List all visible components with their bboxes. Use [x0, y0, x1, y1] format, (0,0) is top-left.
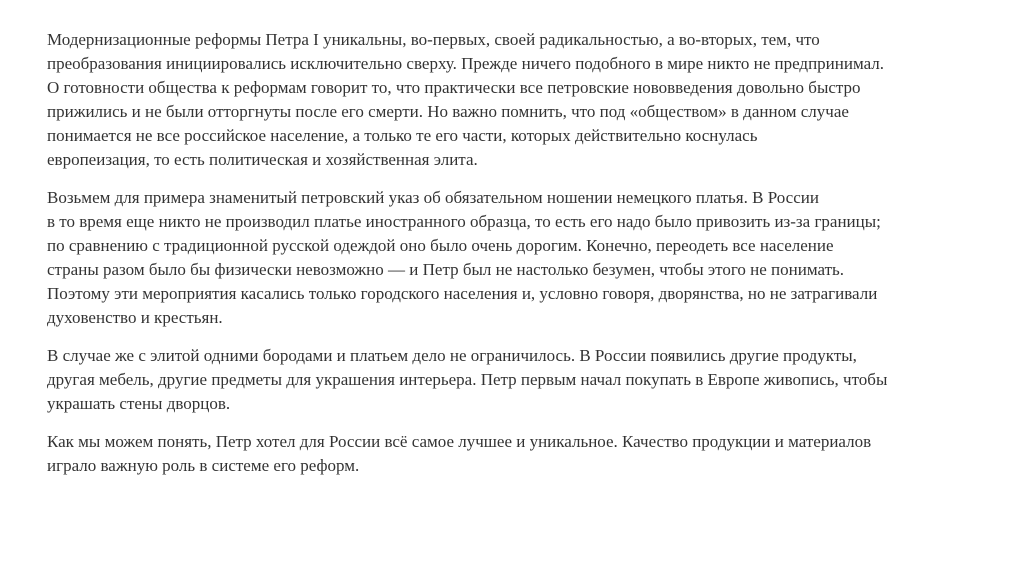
document-text [47, 28, 1007, 492]
paragraph-line: играло важную роль в системе его реформ. [47, 456, 360, 475]
paragraph-line: по сравнению с традиционной русской одеждой оно было очень дорогим. Конечно, переодеть все население [47, 236, 834, 255]
paragraph-line: в то время еще никто не производил платье иностранного образца, то есть его надо было привозить из-за границы; [47, 212, 881, 231]
paragraph-line: Поэтому эти мероприятия касались только городского населения и, условно говоря, дворянства, но не затрагивали [47, 284, 878, 303]
paragraph-line: Как мы можем понять, Петр хотел для России всё самое лучшее и уникальное. Качество продукции и материалов [47, 432, 872, 451]
paragraph-line: В случае же с элитой одними бородами и платьем дело не ограничилось. В России появились другие продукты, [47, 346, 857, 365]
paragraph-line: О готовности общества к реформам говорит то, что практически все петровские нововведения довольно быстро [47, 78, 861, 97]
paragraph-line: понимается не все российское население, а только те его части, которых действительно коснулась [47, 126, 758, 145]
paragraph-4 [47, 430, 1007, 478]
paragraph-line: Модернизационные реформы Петра I уникальны, во-первых, своей радикальностью, а во-вторых, тем, что [47, 30, 820, 49]
paragraph-line: другая мебель, другие предметы для украшения интерьера. Петр первым начал покупать в Европе живопись, чтобы [47, 370, 888, 389]
paragraph-line: преобразования инициировались исключительно сверху. Прежде ничего подобного в мире никто не предпринимал. [47, 54, 885, 73]
paragraph-line: духовенство и крестьян. [47, 308, 223, 327]
paragraph-line: страны разом было бы физически невозможно — и Петр был не настолько безумен, чтобы этого не понимать. [47, 260, 845, 279]
paragraph-line: европеизация, то есть политическая и хозяйственная элита. [47, 150, 478, 169]
paragraph-2 [47, 186, 1007, 330]
paragraph-1 [47, 28, 1007, 172]
paragraph-3 [47, 344, 1007, 416]
paragraph-line: Возьмем для примера знаменитый петровский указ об обязательном ношении немецкого платья. В России [47, 188, 819, 207]
paragraph-line: украшать стены дворцов. [47, 394, 231, 413]
paragraph-line: прижились и не были отторгнуты после его смерти. Но важно помнить, что под «обществом» в данном случае [47, 102, 849, 121]
